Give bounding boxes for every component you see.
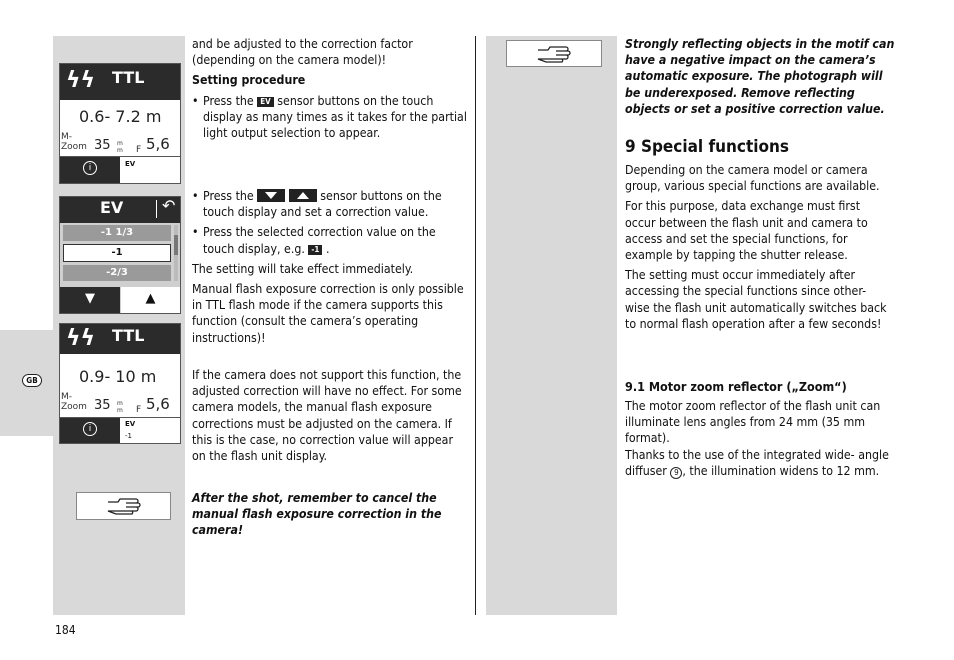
right-warning-text: Strongly reflecting objects in the motif can have a negative impact on the camera’s automatic exposure. The photograph will be underexposed. Remove reflecting objects or set a positive correction value. — [625, 37, 895, 116]
zoom-label-top: M- — [61, 392, 73, 402]
ev-title: EV — [100, 198, 124, 217]
left-text-column-3 — [192, 367, 468, 464]
flash-display-ttl-1 — [59, 63, 181, 184]
para-2: For this purpose, data exchange must first occur between the flash unit and camera to access and set the special functions, for example by tapping the shutter release. — [625, 199, 868, 263]
f-label: F — [136, 405, 142, 415]
f-label: F — [136, 145, 142, 155]
zoom-label-bottom: Zoom — [61, 142, 87, 152]
bullet-1: • Press the EV sensor buttons on the touch display as many times as it takes for the partial light output selection to appear. — [192, 93, 468, 142]
ev-option-3[interactable]: -2/3 — [63, 265, 171, 281]
diffuser-number: 9 — [670, 467, 682, 479]
subsection-title: 9.1 Motor zoom reflector („Zoom“) — [625, 379, 847, 394]
range-value: 0.6- 7.2 m — [79, 107, 162, 126]
ev-option-1[interactable]: -1 1/3 — [63, 225, 171, 241]
left-text-column-2 — [192, 188, 468, 346]
ev-chip: EV — [257, 97, 274, 107]
left-text-column — [192, 36, 468, 141]
para-4: The motor zoom reflector of the flash unit can illuminate lens angles from 24 mm (35 mm format). — [625, 399, 881, 446]
ev-value: -1 — [125, 432, 132, 440]
f-value: 5,6 — [146, 135, 170, 153]
setting-heading: Setting procedure — [192, 73, 306, 88]
section-title: 9 Special functions — [625, 137, 790, 157]
zoom-value: 35 — [94, 138, 111, 153]
down-arrow-chip — [257, 189, 285, 202]
mode-label: TTL — [112, 68, 145, 87]
bullet-2: • Press the sensor buttons on the touch display and set a correction value. — [192, 188, 468, 220]
zoom-value: 35 — [94, 398, 111, 413]
zoom-unit-bottom: m — [117, 147, 123, 154]
right-margin-column — [486, 36, 617, 615]
note-hand-icon-right — [506, 40, 602, 67]
ev-label: EV — [125, 160, 136, 168]
page-number: 184 — [55, 623, 76, 637]
manual-correction-text: Manual flash exposure correction is only possible in TTL flash mode if the camera supports this function (consult the camera’s operating instructions)! — [192, 282, 464, 345]
info-icon: i — [83, 161, 97, 175]
minus-one-chip: -1 — [308, 245, 322, 255]
up-button[interactable]: ▲ — [121, 287, 180, 313]
ev-option-selected[interactable]: -1 — [63, 244, 171, 262]
up-arrow-chip — [289, 189, 317, 202]
down-button[interactable]: ▼ — [60, 287, 120, 313]
right-text-column — [625, 162, 893, 332]
zoom-unit-bottom: m — [117, 407, 123, 414]
bullet-3: • Press the selected correction value on the touch display, e.g. -1 . — [192, 224, 468, 256]
flash-bolt-icon: ϟϟ — [66, 326, 96, 351]
info-icon: i — [83, 422, 97, 436]
ev-label: EV — [125, 420, 136, 428]
language-badge: GB — [22, 374, 42, 387]
zoom-unit-top: m — [117, 140, 123, 147]
column-divider — [475, 36, 476, 615]
back-icon[interactable]: ↶ — [162, 196, 176, 215]
flash-display-ttl-2 — [59, 323, 181, 444]
f-value: 5,6 — [146, 395, 170, 413]
left-note-text: After the shot, remember to cancel the manual flash exposure correction in the camera! — [192, 491, 442, 538]
info-button[interactable] — [60, 418, 120, 443]
note-hand-icon-left — [76, 492, 171, 520]
flash-bolt-icon: ϟϟ — [66, 68, 96, 93]
info-button[interactable] — [60, 157, 120, 183]
intro-text: and be adjusted to the correction factor (depending on the camera model)! — [192, 37, 413, 68]
mode-label: TTL — [112, 326, 145, 345]
scrollbar[interactable] — [174, 225, 178, 281]
immediate-text: The setting will take effect immediately. — [192, 261, 414, 276]
para-1: Depending on the camera model or camera group, various special functions are available. — [625, 163, 880, 194]
right-text-column-2 — [625, 398, 893, 479]
zoom-label-bottom: Zoom — [61, 402, 87, 412]
para-5: Thanks to the use of the integrated wide- angle diffuser 9 , the illumination widens to 12 mm. — [625, 447, 889, 478]
not-support-text: If the camera does not support this function, the adjusted correction will have no effect. For some camera models, the manual flash exposure corrections must be adjusted on the camera. If this is the case, no correction value will appear on the flash unit display. — [192, 368, 462, 464]
para-3: The setting must occur immediately after accessing the special functions since other- wise the flash unit automatically switches back to normal flash operation after a few seconds! — [625, 268, 887, 331]
zoom-label-top: M- — [61, 132, 73, 142]
zoom-unit-top: m — [117, 400, 123, 407]
range-value: 0.9- 10 m — [79, 367, 157, 386]
ev-correction-display — [59, 196, 181, 314]
